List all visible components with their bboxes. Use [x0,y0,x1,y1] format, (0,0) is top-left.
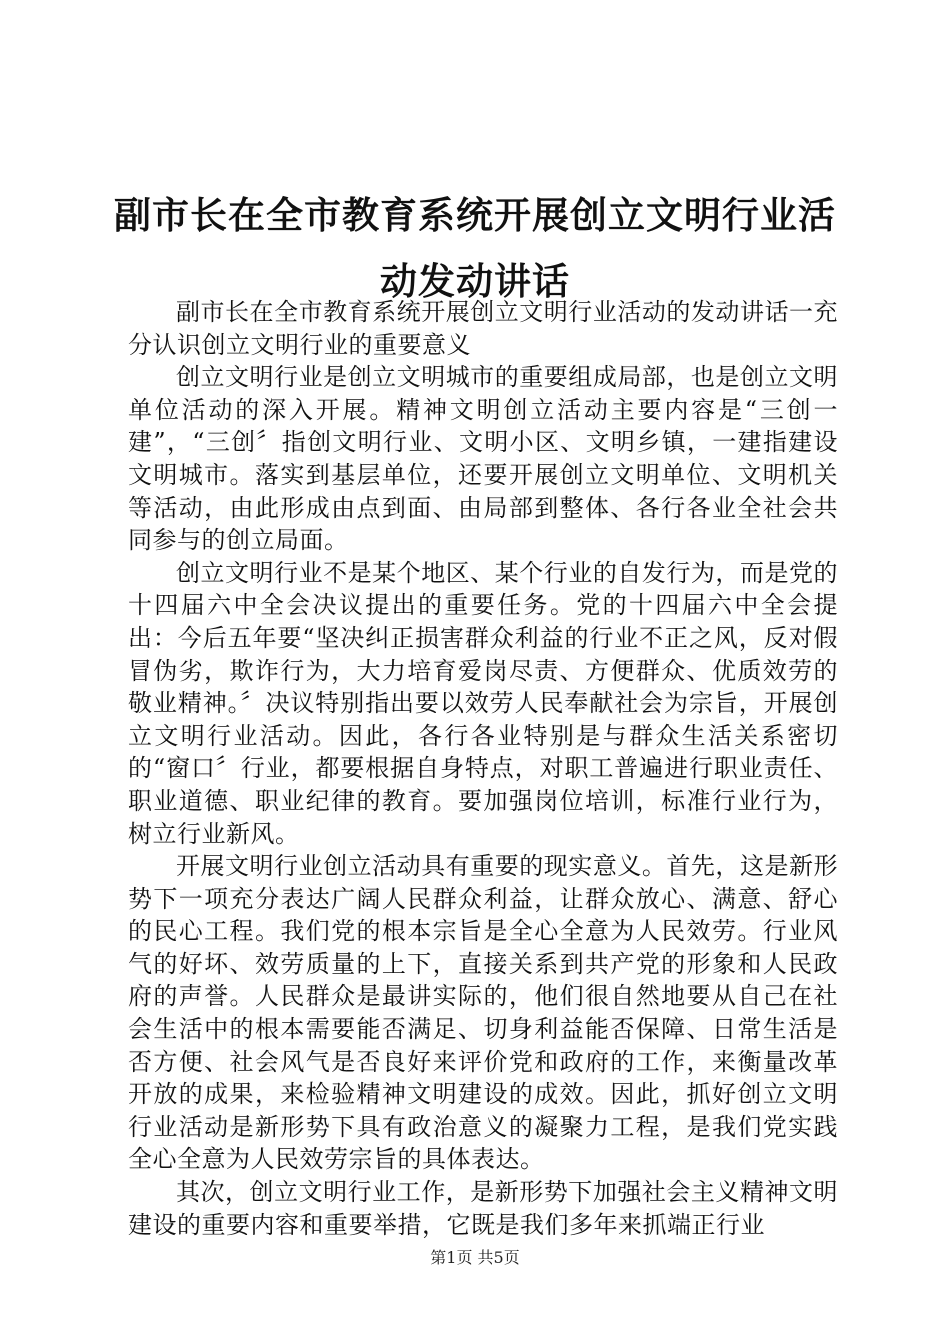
page-number-footer: 第1页 共5页 [430,1248,520,1267]
document-body [128,296,838,1241]
paragraph: 创立文明行业是创立文明城市的重要组成局部，也是创立文明单位活动的深入开展。精神文明创立活动主要内容是“三创一建”，“三创〞指创文明行业、文明小区、文明乡镇，一建指建设文明城市。落实到基层单位，还要开展创立文明单位、文明机关等活动，由此形成由点到面、由局部到整体、各行各业全社会共同参与的创立局面。 [128,363,838,555]
paragraph: 其次，创立文明行业工作，是新形势下加强社会主义精神文明建设的重要内容和重要举措，它既是我们多年来抓端正行业 [128,1178,838,1239]
paragraph: 副市长在全市教育系统开展创立文明行业活动的发动讲话一充分认识创立文明行业的重要意义 [128,298,838,359]
paragraph: 创立文明行业不是某个地区、某个行业的自发行为，而是党的十四届六中全会决议提出的重要任务。党的十四届六中全会提出：今后五年要“坚决纠正损害群众利益的行业不正之风，反对假冒伪劣，欺诈行为，大力培育爱岗尽责、方便群众、优质效劳的敬业精神。〞决议特别指出要以效劳人民奉献社会为宗旨，开展创立文明行业活动。因此，各行各业特别是与群众生活关系密切的“窗口〞行业，都要根据自身特点，对职工普遍进行职业责任、职业道德、职业纪律的教育。要加强岗位培训，标准行业行为，树立行业新风。 [128,558,838,848]
document-title: 副市长在全市教育系统开展创立文明行业活动发动讲话 [114,193,836,303]
paragraph: 开展文明行业创立活动具有重要的现实意义。首先，这是新形势下一项充分表达广阔人民群众利益，让群众放心、满意、舒心的民心工程。我们党的根本宗旨是全心全意为人民效劳。行业风气的好坏、效劳质量的上下，直接关系到共产党的形象和人民政府的声誉。人民群众是最讲实际的，他们很自然地要从自己在社会生活中的根本需要能否满足、切身利益能否保障、日常生活是否方便、社会风气是否良好来评价党和政府的工作，来衡量改革开放的成果，来检验精神文明建设的成效。因此，抓好创立文明行业活动是新形势下具有政治意义的凝聚力工程，是我们党实践全心全意为人民效劳宗旨的具体表达。 [128,852,838,1174]
